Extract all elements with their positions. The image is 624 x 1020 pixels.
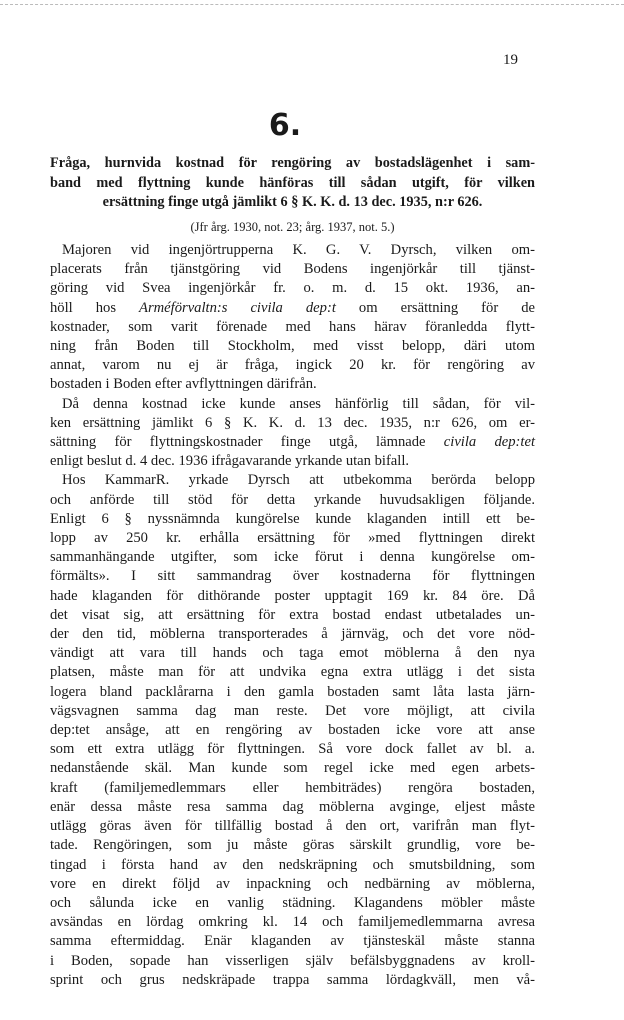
body-line [50, 433, 535, 452]
body-line-text: lopp av 250 kr. erhålla ersättning för »med flyttningen direkt [50, 530, 535, 547]
page-top-edge [0, 4, 624, 7]
body-line [50, 798, 535, 817]
body-line-text: annat, varom nu ej är fråga, ingick 20 kr. för rengöring av [50, 357, 535, 374]
body-line-text: sammanhängande utgifter, som icke förut i denna kungörelse om- [50, 549, 535, 566]
body-line [50, 740, 535, 759]
body-line-text: och anförde till stöd för detta yrkande huvudsakligen följande. [50, 491, 535, 508]
body-line [50, 510, 535, 529]
body-line [50, 471, 535, 490]
heading-line: ersättning finge utgå jämlikt 6 § K. K. d. 13 dec. 1935, n:r 626. [102, 194, 483, 210]
body-line-text: nedanstående skäl. Man kunde som regel icke med egen arbets- [50, 760, 535, 777]
body-line [50, 932, 535, 951]
body-line-italic: civila dep:tet [443, 434, 535, 451]
heading-line: Fråga, hurnvida kostnad för rengöring av bostadslägenhet i sam- [50, 155, 535, 171]
body-line [50, 395, 535, 414]
body-line-text: ken ersättning jämlikt 6 § K. K. d. 13 dec. 1935, n:r 626, om er- [50, 414, 535, 431]
body-line [50, 971, 535, 990]
case-reference: (Jfr årg. 1930, not. 23; årg. 1937, not. 5.) [190, 220, 395, 234]
body-line-text: vägsvagnen samma dag man reste. Det vore möjligt, att civila [50, 702, 535, 719]
body-line-text: om ersättning för de [335, 299, 535, 316]
body-line [50, 414, 535, 433]
body-line-text: Majoren vid ingenjörtrupperna K. G. V. Dyrsch, vilken om- [62, 242, 535, 258]
body-line-text: höll hos [50, 299, 140, 316]
body-line-text: Hos KammarR. yrkade Dyrsch att utbekomma berörda belopp [62, 472, 535, 489]
body-line [50, 529, 535, 548]
body-line [50, 318, 535, 337]
body-line-text: sättning för flyttningskostnader finge utgå, lämnade [50, 434, 444, 451]
body-line [50, 836, 535, 855]
body-line [50, 663, 535, 682]
body-line [50, 299, 535, 318]
body-line [50, 683, 535, 702]
body-line-text: samma eftermiddag. Enär klaganden av tjänsteskäl måste stanna [50, 933, 535, 950]
body-line [50, 337, 535, 356]
body-line [50, 241, 535, 260]
body-line-text: sprint och grus nedskräpade trappa samma lördagkväll, men vå- [50, 971, 535, 988]
body-line-text: Enligt 6 § nyssnämnda kungörelse kunde klaganden intill ett be- [50, 510, 535, 527]
body-line-text: dep:tet ansåge, att en rengöring av bostaden icke vore att anse [50, 722, 535, 739]
body-line [50, 702, 535, 721]
body-line [50, 644, 535, 663]
body-line-text: vändigt att vara till hands och taga emot möblerna å den nya [50, 645, 535, 662]
body-line [50, 452, 535, 471]
body-line [50, 721, 535, 740]
body-line [50, 913, 535, 932]
body-line [50, 260, 535, 279]
body-line [50, 567, 535, 586]
body-line [50, 952, 535, 971]
body-line-text: vore en direkt följd av inpackning och nedbärning av möblerna, [50, 875, 535, 892]
body-line [50, 759, 535, 778]
body-line [50, 894, 535, 913]
body-line-text: Då denna kostnad icke kunde anses hänförlig till sådan, för vil- [62, 395, 535, 412]
body-line-text: der den tid, möblerna transporterades å järnväg, och det vore nöd- [50, 626, 535, 643]
body-line [50, 875, 535, 894]
body-line [50, 356, 535, 375]
page-number: 19 [503, 52, 518, 68]
body-line-italic: Arméförvaltn:s civila dep:t [139, 299, 336, 316]
body-line [50, 779, 535, 798]
body-line-text: i Boden, sopade han visserligen själv befälsbyggnadens av kroll- [50, 952, 535, 969]
body-line-text: bostaden i Boden efter avflyttningen därifrån. [50, 376, 317, 393]
body-text [50, 241, 535, 990]
body-line [50, 548, 535, 567]
body-line-text: platsen, måste man för att undvika egna extra utlägg i det sista [50, 664, 535, 681]
body-line-text: avsändas en lördag omkring kl. 14 och familjemedlemmarna avresa [50, 914, 535, 931]
body-line [50, 375, 535, 394]
body-line [50, 279, 535, 298]
body-line-text: hade klaganden för dithörande poster upptagit 169 kr. 84 öre. Då [50, 587, 535, 604]
section-number: 6. [268, 108, 302, 143]
body-line-text: som ett extra utlägg för flyttningen. Så vore dock fallet av bl. a. [50, 741, 535, 758]
heading-line: band med flyttning kunde hänföras till sådan utgift, för vilken [50, 174, 535, 191]
body-line-text: enligt beslut d. 4 dec. 1936 ifrågavarande yrkande utan bifall. [50, 453, 410, 470]
body-line-text: placerats från tjänstgöring vid Bodens ingenjörkår till tjänst- [50, 261, 535, 278]
body-line-text: kostnader, som varit förenade med hans härav föranledda flytt- [50, 318, 535, 335]
body-line [50, 856, 535, 875]
body-line-text: tingad i första hand av den nedskräpning och smutsbildning, som [50, 856, 535, 873]
body-line-text: det visat sig, att ersättning för extra bostad endast utbetalades un- [50, 606, 535, 623]
case-heading [50, 154, 535, 213]
body-line-text: utlägg göras även för tillfällig bostad å den ort, varifrån man flyt- [50, 818, 535, 835]
body-line-text: logera bland packlårarna i den gamla bostaden samt låta lasta järn- [50, 683, 535, 700]
body-line-text: kraft (familjemedlemmars eller hembiträdes) rengöra bostaden, [50, 779, 535, 796]
body-line-text: göring vid Svea ingenjörkår fr. o. m. d. 15 okt. 1936, an- [50, 280, 535, 297]
body-line [50, 587, 535, 606]
body-line-text: enär dessa måste resa samma dag möblerna avginge, eljest måste [50, 798, 535, 815]
body-line-text: och sålunda icke en vanlig städning. Klagandens möbler måste [50, 894, 535, 911]
body-line [50, 817, 535, 836]
body-line-text: ning från Boden till Stockholm, med visst belopp, däri utom [50, 338, 535, 355]
body-line [50, 625, 535, 644]
body-line-text: förmälts». I sitt sammandrag över kostnaderna för flyttningen [50, 568, 535, 585]
body-line [50, 606, 535, 625]
body-line [50, 491, 535, 510]
body-line-text: tade. Rengöringen, som ju måste göras särskilt grundlig, vore be- [50, 837, 535, 854]
